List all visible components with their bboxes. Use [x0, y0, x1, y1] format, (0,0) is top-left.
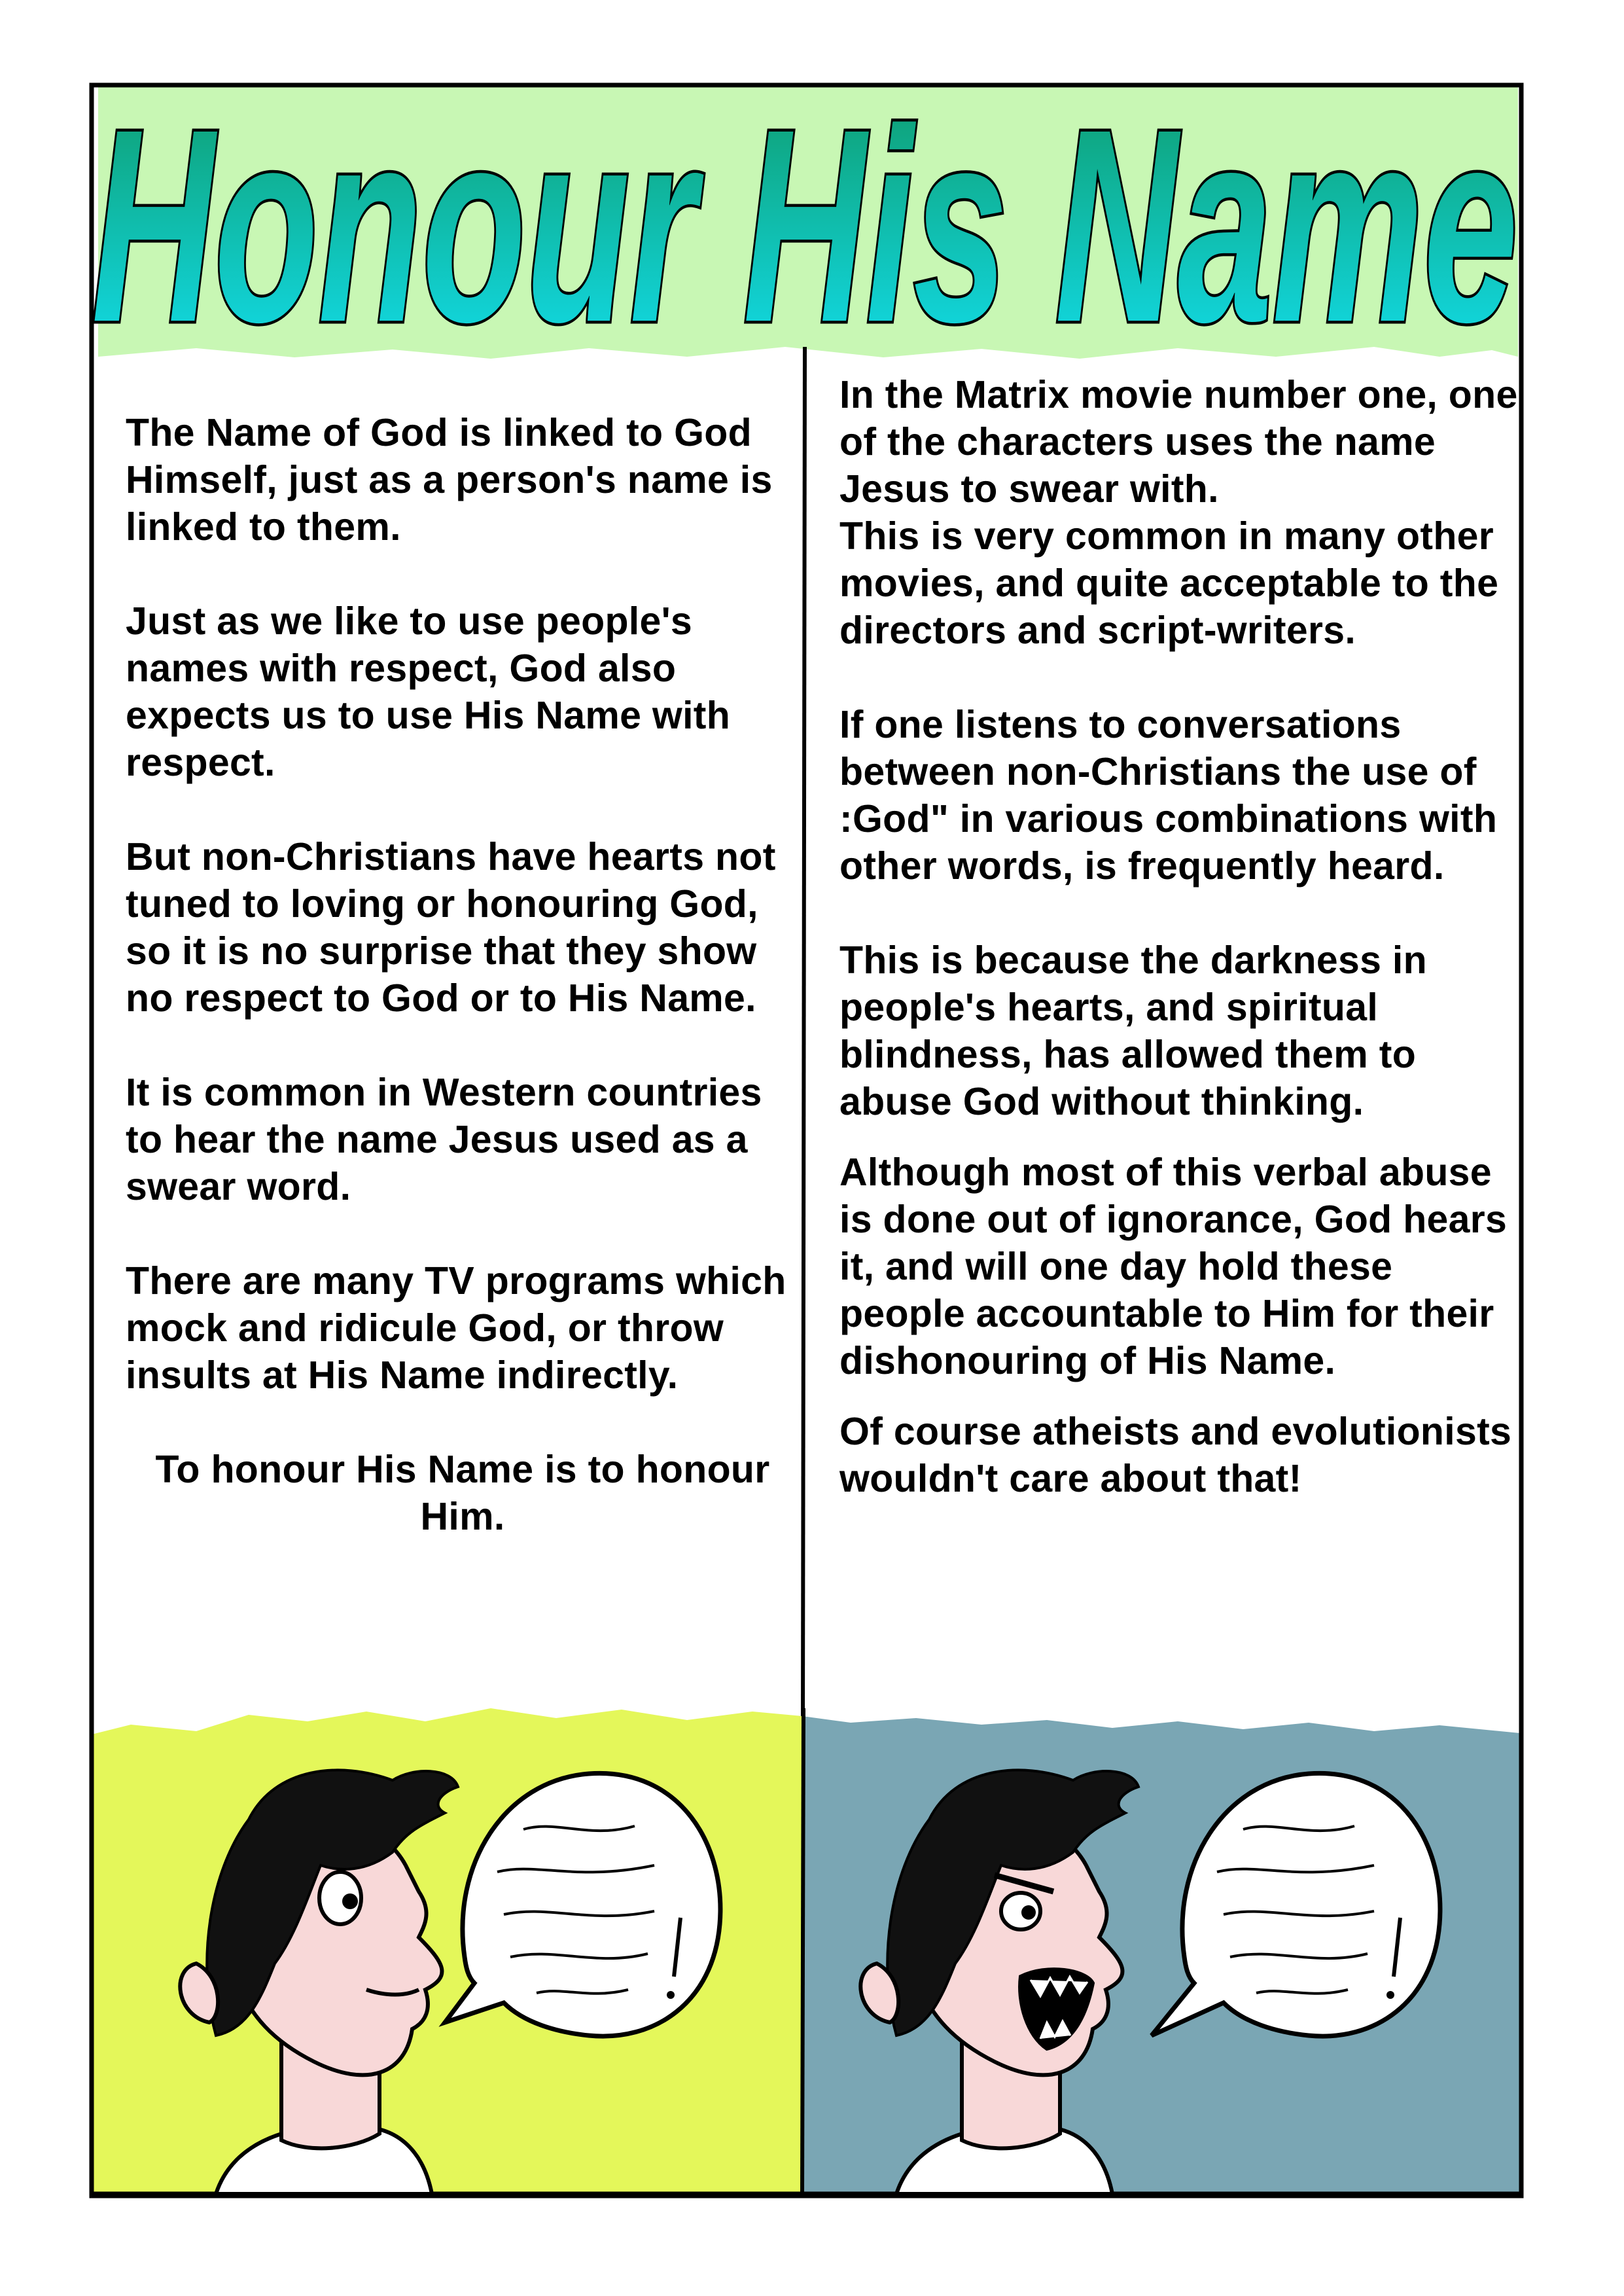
- left-paragraph-4: It is common in Western countries to hear the name Jesus used as a swear word.: [126, 1071, 762, 1208]
- left-closing-line: To honour His Name is to honour Him.: [155, 1448, 770, 1538]
- left-paragraph-1: The Name of God is linked to God Himself, just as a person's name is linked to them.: [126, 411, 773, 548]
- left-paragraph-2: Just as we like to use people's names with respect, God also expects us to use His Name with respect.: [126, 600, 731, 784]
- left-paragraph-5: There are many TV programs which mock and ridicule God, or throw insults at His Name indirectly.: [126, 1259, 786, 1397]
- right-paragraph-1: In the Matrix movie number one, one of the characters uses the name Jesus to swear with.: [839, 373, 1518, 511]
- right-paragraph-4: This is because the darkness in people's hearts, and spiritual blindness, has allowed them to abuse God without thinking.: [839, 939, 1427, 1123]
- right-column: [839, 371, 1520, 1502]
- right-paragraph-2: This is very common in many other movies, and quite acceptable to the directors and script-writers.: [839, 514, 1499, 652]
- left-column: [126, 409, 800, 1540]
- right-paragraph-5: Although most of this verbal abuse is done out of ignorance, God hears it, and will one day hold these people accountable to Him for their dishonouring of His Name.: [839, 1151, 1508, 1382]
- right-paragraph-6: Of course atheists and evolutionists wouldn't care about that!: [839, 1410, 1512, 1500]
- right-paragraph-3: If one listens to conversations between non-Christians the use of :God" in various combinations with other words, is frequently heard.: [839, 703, 1498, 888]
- page-title: Honour His Name: [92, 73, 1518, 380]
- left-paragraph-3: But non-Christians have hearts not tuned to loving or honouring God, so it is no surprise that they show no respect to God or to His Name.: [126, 835, 776, 1020]
